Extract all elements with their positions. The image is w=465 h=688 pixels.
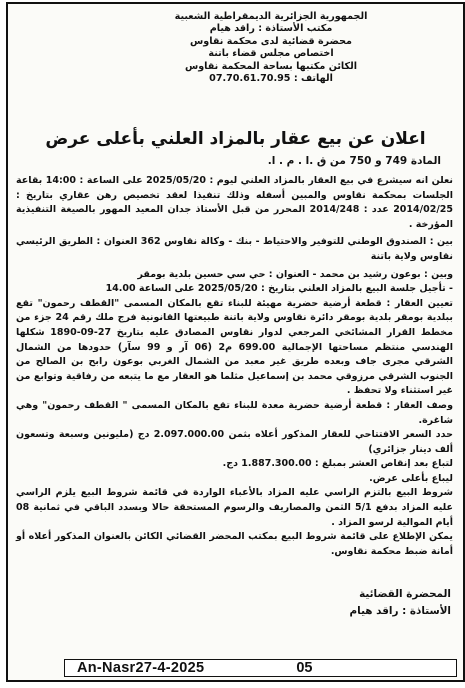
newspaper-footer [64,659,457,677]
legal-articles: المادة 749 و 750 من ق .ا . م . ا. [267,155,441,167]
office-address: الكائن مكتبها بساحة المحكمة نقاوس [184,60,358,72]
postponement-note: - تأجيل جلسة البيع بالمزاد العلني بتاريخ : 2025/05/20 على الساعة 14.00 [105,283,453,295]
bailiff-court: محضرة قضائية لدى محكمة نقاوس [190,35,352,47]
announcement-title: اعلان عن بيع عقار بالمزاد العلني بأعلى عرض [45,129,426,149]
newspaper-reference: An-Nasr27-4-2025 [77,660,205,676]
highest-bid-note: ليباع بأعلى عرض. [369,472,453,484]
announcement-page [6,2,465,682]
signature-name: الأستاذة : راقد هيام [349,605,451,617]
republic-name: الجمهورية الجزائرية الديمقراطية الشعبية [174,11,368,22]
property-designation: تعيين العقار : قطعة أرضية حضرية مهيئة للبناء تقع بالمكان المسمى "القطف رحمون" تقع ببلدية بومقر بلدية بومقر دائرة نقاوس ولاية باتنة طبيعتها القانونية فرج ملك رقم 24 جزء من مخطط القرار المشائخي المرجعي لدوار نقاوس المصادق عليه بتاريخ 27-09-1890 شكلها الهندسي منتظم مساحتها الإجمالية 699.00 م2 (06 آر و 99 سآر) حدودها من الشمال الشرقي مجرى جاف وبعده طريق غير معبد من الشمال الغربي بوعون رابح بن الصالح من الجنوب الشرقي مرزوقي محمد بن إسماعيل مثلما هو العقار مع ما يتبعه من رفاقية وتوابع من غير استثناء ولا تحفظ . [16,297,454,397]
creditor-party: بين : الصندوق الوطني للتوفير والاحتياط - بنك - وكالة نقاوس 362 العنوان : الطريق الرئيسي نقاوس ولاية باتنة [16,236,453,262]
signature-role: المحضرة القضائية [359,588,451,600]
consultation-note: يمكن الإطلاع على قائمة شروط البيع بمكتب المحضر القضائي الكائن بالعنوان المذكور أعلاه أو أمانة ضبط محكمة نقاوس. [16,531,453,557]
jurisdiction: اختصاص مجلس قضاء باتنة [208,48,334,60]
debtor-party: وبين : بوعون رشيد بن محمد - العنوان : حي سي حسين بلدية بومقر [137,268,453,280]
opening-price: حدد السعر الافتتاحي للعقار المذكور أعلاه بثمن 2.097.000.00 دج (مليونين وسبعة وتسعون ألف دينار جزائري) [16,429,453,455]
office-name: مكتب الأستاذة : راقد هيام [209,23,333,35]
property-description: وصف العقار : قطعة أرضية حضرية معدة للبناء تقع بالمكان المسمى " القطف رحمون" وهي شاغرة. [16,399,453,426]
sale-conditions: شروط البيع بالتزم الراسي عليه المزاد بالأعباء الواردة في قائمة شروط البيع يلزم الراسي عليه المزاد بدفع 5/1 الثمن والمصاريف والرسوم المستحقة حالا وبسدد الباقي في ثمانية 08 أيام الموالية لرسو المزاد . [16,487,453,528]
bailiff-header [151,11,391,85]
signature-block [350,586,451,620]
auction-notice: نعلن انه سيشرع في بيع العقار بالمزاد العلني ليوم : 2025/05/20 على الساعة : 14:00 بقاعة الجلسات بمحكمة نقاوس والمبين أسفله وذلك تنفيذا لعقد تخصيص رهن عقاري بتاريخ : 2014/02/25 عدد : 2014/248 المحرر من قبل الأستاذ جدان المعيد المهور بالصيغة التنفيذية المؤرخة . [16,175,454,230]
phone-number: الهاتف : 07.70.61.70.95 [209,73,333,85]
reduced-price: لتباع بعد إنقاص العشر بمبلغ : 1.887.300.00 دج. [222,458,453,470]
announcement-body [16,174,453,559]
page-number: 05 [296,660,313,676]
